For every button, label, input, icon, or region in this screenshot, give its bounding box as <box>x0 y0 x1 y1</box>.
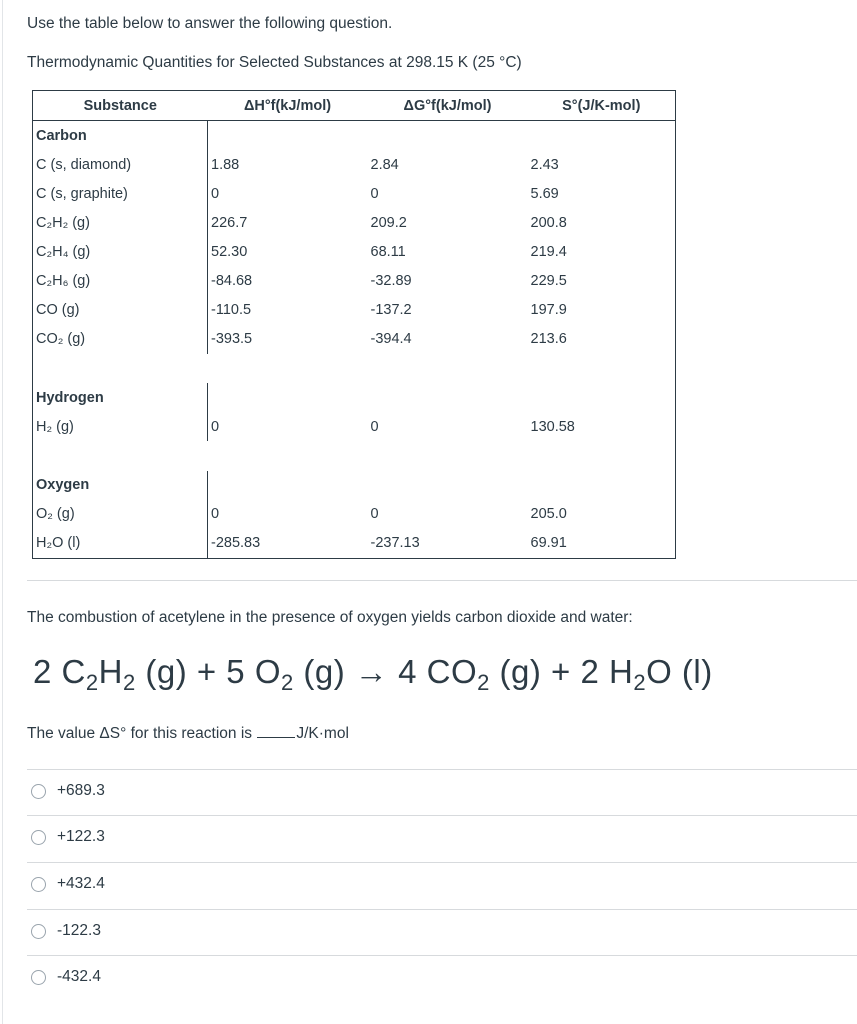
substance-name: CO (g) <box>33 296 208 325</box>
entropy-value: 200.8 <box>530 214 567 231</box>
spacer-row <box>33 354 676 383</box>
subscript: 2 <box>633 670 647 695</box>
entropy-value: 130.58 <box>530 418 575 435</box>
radio-button[interactable] <box>31 784 46 799</box>
substance-name: C₂H₄ (g) <box>33 238 208 267</box>
left-border <box>2 0 3 1024</box>
group-row <box>33 383 676 412</box>
divider <box>27 580 857 581</box>
answer-prompt <box>27 723 349 743</box>
gibbs-value: 2.84 <box>370 156 399 173</box>
gibbs-value: 68.11 <box>370 244 406 261</box>
subscript: 2 <box>281 670 294 695</box>
table-row <box>33 267 676 296</box>
table-row <box>33 150 676 179</box>
enthalpy-value: 52.30 <box>211 244 248 261</box>
substance-name: C (s, graphite) <box>33 179 208 208</box>
table-row <box>33 238 676 267</box>
option-label[interactable]: -122.3 <box>57 922 101 939</box>
equation-part: 2 C <box>33 653 86 690</box>
equation-part: O (l) <box>646 653 713 690</box>
substance-name: O₂ (g) <box>33 500 208 529</box>
group-oxygen: Oxygen <box>33 471 208 500</box>
enthalpy-value: -285.83 <box>211 535 261 552</box>
thermo-table <box>32 90 676 559</box>
divider <box>27 815 857 816</box>
option-label[interactable]: +689.3 <box>57 782 105 799</box>
substance-name: C (s, diamond) <box>33 150 208 179</box>
enthalpy-value: 1.88 <box>211 156 240 173</box>
header-substance: Substance <box>33 91 208 121</box>
substance-name: CO₂ (g) <box>33 325 208 354</box>
entropy-value: 5.69 <box>530 185 559 202</box>
entropy-value: 205.0 <box>530 506 567 523</box>
answer-option[interactable] <box>31 779 105 803</box>
group-hydrogen: Hydrogen <box>33 383 208 412</box>
option-label[interactable]: -432.4 <box>57 968 101 985</box>
table-row <box>33 208 676 237</box>
header-gibbs: ΔG°f(kJ/mol) <box>368 91 528 121</box>
entropy-value: 229.5 <box>530 273 567 290</box>
table-row <box>33 529 676 559</box>
radio-button[interactable] <box>31 877 46 892</box>
gibbs-value: -137.2 <box>370 302 412 319</box>
enthalpy-value: 226.7 <box>211 214 248 231</box>
table-row <box>33 412 676 441</box>
radio-button[interactable] <box>31 924 46 939</box>
group-row <box>33 121 676 151</box>
table-row <box>33 179 676 208</box>
substance-name: C₂H₆ (g) <box>33 267 208 296</box>
divider <box>27 862 857 863</box>
radio-button[interactable] <box>31 970 46 985</box>
entropy-value: 213.6 <box>530 331 567 348</box>
equation-part: (g) + 5 O <box>135 653 282 690</box>
prompt-text: The value ΔS° for this reaction is <box>27 725 253 742</box>
gibbs-value: 209.2 <box>370 214 407 231</box>
group-row <box>33 471 676 500</box>
answer-blank <box>257 723 295 738</box>
subscript: 2 <box>85 670 99 695</box>
gibbs-value: 0 <box>370 185 379 202</box>
answer-option[interactable] <box>31 919 101 943</box>
substance-name: H₂ (g) <box>33 412 208 441</box>
group-carbon: Carbon <box>33 121 208 151</box>
gibbs-value: -32.89 <box>370 273 412 290</box>
gibbs-value: -237.13 <box>370 535 420 552</box>
entropy-value: 197.9 <box>530 302 567 319</box>
subscript: 2 <box>477 670 490 695</box>
entropy-value: 2.43 <box>530 156 559 173</box>
gibbs-value: -394.4 <box>370 331 412 348</box>
table-row <box>33 500 676 529</box>
table-row <box>33 325 676 354</box>
substance-name: C₂H₂ (g) <box>33 208 208 237</box>
prompt-units: J/K·mol <box>296 725 349 742</box>
answer-option[interactable] <box>31 965 101 989</box>
substance-name: H₂O (l) <box>33 529 208 559</box>
equation-part: (g) → 4 CO <box>293 653 478 690</box>
table-header-row <box>33 91 676 121</box>
answer-option[interactable] <box>31 872 105 896</box>
enthalpy-value: 0 <box>211 506 220 523</box>
reaction-equation <box>33 653 713 695</box>
table-row <box>33 296 676 325</box>
instructions: Use the table below to answer the following question. <box>27 15 393 32</box>
divider <box>27 769 857 770</box>
enthalpy-value: -84.68 <box>211 273 253 290</box>
table-title: Thermodynamic Quantities for Selected Substances at 298.15 K (25 °C) <box>27 54 522 71</box>
spacer-row <box>33 441 676 470</box>
enthalpy-value: 0 <box>211 418 220 435</box>
equation-part: (g) + 2 H <box>489 653 634 690</box>
radio-button[interactable] <box>31 830 46 845</box>
answer-option[interactable] <box>31 825 105 849</box>
entropy-value: 219.4 <box>530 244 567 261</box>
enthalpy-value: -110.5 <box>211 302 252 319</box>
header-enthalpy: ΔH°f(kJ/mol) <box>208 91 368 121</box>
gibbs-value: 0 <box>370 418 379 435</box>
enthalpy-value: 0 <box>211 185 220 202</box>
entropy-value: 69.91 <box>530 535 567 552</box>
subscript: 2 <box>122 670 136 695</box>
option-label[interactable]: +432.4 <box>57 875 105 892</box>
equation-part: H <box>98 653 123 690</box>
option-label[interactable]: +122.3 <box>57 828 105 845</box>
enthalpy-value: -393.5 <box>211 331 253 348</box>
header-entropy: S°(J/K-mol) <box>528 91 676 121</box>
gibbs-value: 0 <box>370 506 379 523</box>
divider <box>27 955 857 956</box>
divider <box>27 909 857 910</box>
question-text: The combustion of acetylene in the presence of oxygen yields carbon dioxide and water: <box>27 609 633 626</box>
